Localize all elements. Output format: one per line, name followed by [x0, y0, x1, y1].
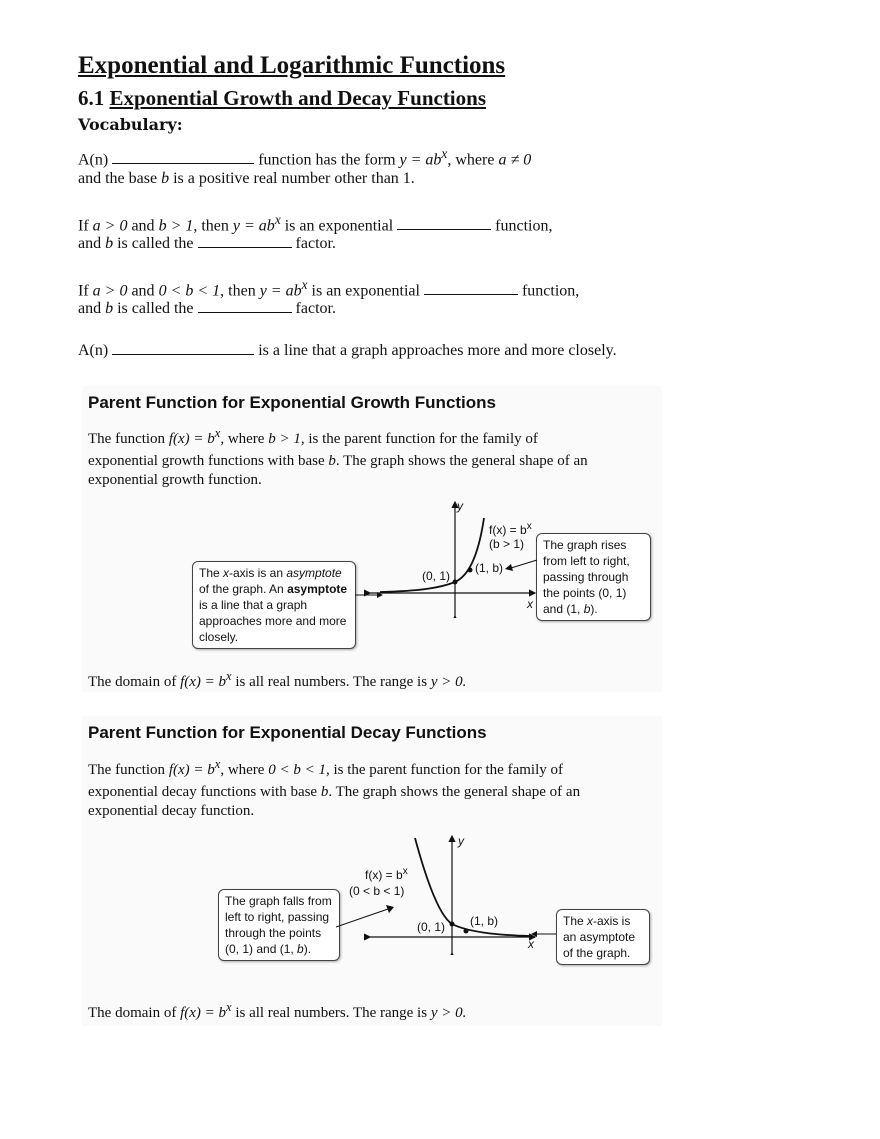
function-label: [365, 866, 408, 882]
fill-in-blank[interactable]: [198, 300, 292, 313]
text: The graph rises from left to right, passing through the points (0, 1) and (1,: [543, 538, 630, 616]
arrow-icon: [530, 927, 558, 941]
arrow-icon: [503, 558, 539, 572]
text: A(n): [78, 151, 109, 169]
text: The: [199, 566, 224, 580]
growth-domain-range: [88, 665, 688, 693]
text: b: [297, 942, 304, 956]
text: factor.: [295, 300, 336, 317]
exponent: x: [274, 212, 281, 227]
text: and the base: [78, 170, 158, 187]
function: f(x) = b: [489, 523, 527, 537]
condition: b > 1: [158, 217, 194, 235]
growth-callout-asymptote: [192, 561, 356, 649]
text: is a positive real number other than 1.: [173, 170, 415, 187]
function: f(x) = b: [168, 431, 215, 447]
text: A(n): [78, 342, 109, 359]
condition: 0 < b < 1,: [268, 762, 330, 778]
text: is an exponential: [284, 217, 394, 235]
text: function,: [521, 282, 580, 300]
text: The graph falls from left to right, passing through the points (0, 1) and (1,: [225, 894, 332, 956]
text: ).: [303, 942, 312, 956]
text: x: [587, 914, 594, 928]
text: exponential growth functions with base: [88, 453, 325, 469]
text: and: [78, 300, 102, 317]
text: , where: [447, 151, 495, 169]
arrow-icon: [336, 905, 396, 930]
text: If: [78, 217, 89, 235]
condition-label: (0 < b < 1): [349, 884, 405, 898]
equation: y = ab: [232, 217, 275, 235]
condition-label: (b > 1): [489, 537, 525, 551]
text: and: [78, 235, 102, 252]
vocab-base-definition: [78, 170, 415, 188]
text: x: [223, 566, 230, 580]
text: b: [583, 602, 591, 616]
text: , then: [220, 282, 256, 300]
arrow-icon: [355, 585, 385, 605]
decay-panel-heading: Parent Function for Exponential Decay Functions: [88, 723, 487, 742]
text: . The graph shows the general shape of an: [328, 784, 581, 800]
text: exponential decay functions with base: [88, 784, 318, 800]
function: f(x) = b: [180, 674, 226, 690]
point-1-b: [464, 929, 469, 934]
decay-callout-asymptote: [556, 909, 650, 965]
function-label: [489, 521, 532, 537]
text: is called the: [117, 300, 194, 317]
section-number: 6.1: [78, 86, 105, 110]
variable: b: [320, 784, 329, 800]
point-1-b: [468, 568, 473, 573]
text-line: exponential decay function.: [88, 803, 255, 819]
exponent: x: [441, 146, 448, 161]
text: is a line that a graph approaches more and more closely.: [258, 342, 617, 359]
axis-x-label: x: [527, 597, 533, 611]
section-title: [78, 86, 486, 111]
text: asymptote: [287, 582, 348, 596]
fill-in-blank[interactable]: [112, 151, 254, 164]
text: factor.: [295, 235, 336, 252]
vocab-growth-definition: [78, 212, 552, 235]
exponent: x: [526, 521, 532, 532]
text: function,: [495, 217, 553, 235]
text: is a line that a graph approaches more and more closely.: [199, 598, 347, 644]
fill-in-blank[interactable]: [424, 282, 518, 295]
fill-in-blank[interactable]: [397, 217, 491, 230]
text: The domain of: [88, 674, 177, 690]
text: asymptote: [286, 566, 342, 580]
page-title: Exponential and Logarithmic Functions: [78, 52, 506, 79]
point-label-0-1: (0, 1): [417, 920, 446, 934]
fill-in-blank[interactable]: [198, 235, 292, 248]
point-0-1: [450, 922, 455, 927]
point-label-0-1: (0, 1): [422, 569, 451, 583]
text: is called the: [117, 235, 194, 252]
text: -axis is an: [229, 566, 287, 580]
vocabulary-label: Vocabulary:: [78, 115, 183, 134]
text: The domain of: [88, 1005, 177, 1021]
condition: a > 0: [92, 217, 128, 235]
point-label-1-b: (1, b): [475, 561, 504, 575]
variable: b: [328, 453, 336, 469]
text-line: [88, 422, 648, 450]
text: If: [78, 282, 89, 300]
text: and: [131, 282, 155, 300]
text: , where: [220, 762, 265, 778]
text: is all real numbers. The range is: [235, 1005, 428, 1021]
text: is the parent function for the family of: [308, 431, 538, 447]
axis-y-label: y: [457, 499, 463, 513]
text: -axis is an asymptote of the graph.: [563, 914, 636, 960]
point-label-1-b: (1, b): [470, 914, 499, 928]
point-0-1: [453, 580, 458, 585]
exponent: x: [226, 669, 232, 683]
range: y > 0.: [430, 674, 467, 690]
function: f(x) = b: [365, 868, 403, 882]
function: f(x) = b: [180, 1005, 226, 1021]
fill-in-blank[interactable]: [112, 342, 254, 355]
text: . The graph shows the general shape of an: [335, 453, 588, 469]
text: and: [131, 217, 155, 235]
text: is an exponential: [311, 282, 420, 300]
text: of the graph. An: [199, 582, 288, 596]
text: The function: [88, 762, 166, 778]
exponent: x: [226, 1000, 232, 1014]
text: is the parent function for the family of: [333, 762, 563, 778]
variable: b: [105, 300, 114, 317]
variable: b: [161, 170, 170, 187]
exponent: x: [402, 866, 408, 877]
text-line: exponential growth function.: [88, 472, 262, 488]
equation: y = ab: [399, 151, 442, 169]
vocab-decay-factor: [78, 300, 336, 318]
section-heading: Exponential Growth and Decay Functions: [109, 86, 486, 110]
growth-panel-description: [88, 422, 648, 491]
vocab-asymptote-definition: [78, 342, 617, 360]
condition: 0 < b < 1: [158, 282, 221, 300]
axis-x-label: x: [528, 937, 534, 951]
condition: a > 0: [92, 282, 128, 300]
text: The function: [88, 431, 166, 447]
vocab-decay-definition: [78, 277, 579, 300]
text: , where: [220, 431, 265, 447]
function: f(x) = b: [168, 762, 215, 778]
axis-y-label: y: [458, 834, 464, 848]
text-line: [88, 753, 668, 781]
growth-callout-rises: [536, 533, 651, 621]
vocab-exponential-definition: [78, 146, 531, 169]
range: y > 0.: [430, 1005, 467, 1021]
text: ).: [590, 602, 598, 616]
decay-panel-description: [88, 753, 668, 822]
variable: b: [105, 235, 114, 252]
text: function has the form: [258, 151, 396, 169]
text: The: [563, 914, 588, 928]
decay-callout-falls: [218, 889, 340, 961]
condition: b > 1,: [268, 431, 305, 447]
condition: a ≠ 0: [498, 151, 532, 169]
equation: y = ab: [259, 282, 302, 300]
vocab-growth-factor: [78, 235, 336, 253]
text: , then: [193, 217, 229, 235]
text: is all real numbers. The range is: [235, 674, 428, 690]
decay-domain-range: [88, 996, 688, 1024]
exponent: x: [214, 426, 221, 440]
exponent: x: [214, 757, 221, 771]
growth-panel-heading: Parent Function for Exponential Growth Functions: [88, 393, 496, 412]
exponent: x: [301, 277, 308, 292]
